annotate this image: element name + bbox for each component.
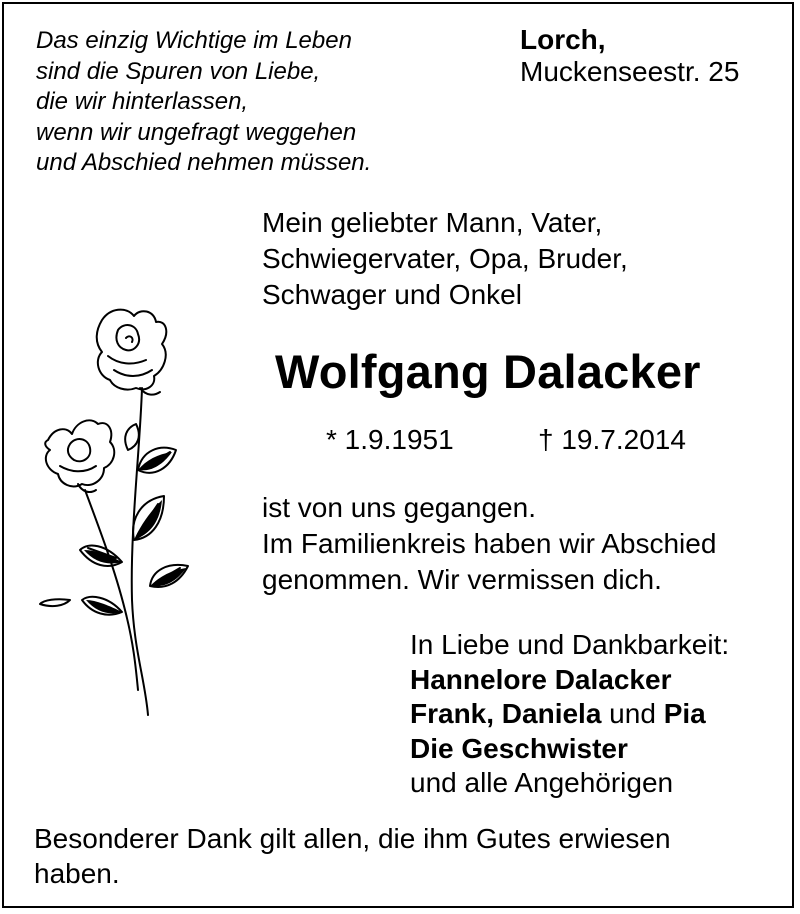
grandchild-name: Pia [663, 698, 706, 729]
motto-quote [36, 26, 371, 179]
rose-icon [30, 300, 230, 720]
intro-line: Mein geliebter Mann, Vater, [262, 207, 603, 238]
intro-line: Schwager und Onkel [262, 279, 522, 310]
signature-relatives: und alle Angehörigen [410, 767, 674, 798]
motto-line: und Abschied nehmen müssen. [36, 149, 372, 176]
intro-text [262, 205, 628, 313]
children-conjunction: und [601, 698, 664, 729]
motto-line: wenn wir ungefragt weggehen [36, 118, 357, 146]
birth-date: * 1.9.1951 [326, 424, 454, 455]
children-names: Frank, Daniela [410, 698, 602, 729]
intro-line: Schwiegervater, Opa, Bruder, [262, 243, 628, 274]
location-street: Muckenseestr. 25 [520, 56, 740, 87]
signature-spouse: Hannelore Dalacker [410, 663, 672, 695]
motto-line: Das einzig Wichtige im Leben [36, 27, 352, 54]
thanks-line: haben. [34, 857, 120, 889]
signature-closing: In Liebe und Dankbarkeit: [410, 629, 730, 660]
message-line: ist von uns gegangen. [262, 492, 536, 523]
location-block [520, 24, 739, 88]
thanks-line: Besonderer Dank gilt allen, die ihm Gutes erwiesen [34, 823, 671, 854]
signature-block [410, 628, 729, 801]
motto-line: sind die Spuren von Liebe, [36, 57, 321, 85]
message-line: Im Familienkreis haben wir Abschied [262, 528, 717, 559]
message-text [262, 490, 716, 598]
message-line: genommen. Wir vermissen dich. [262, 564, 662, 595]
motto-line: die wir hinterlassen, [36, 88, 249, 115]
death-date: † 19.7.2014 [538, 424, 686, 455]
signature-siblings: Die Geschwister [410, 732, 628, 764]
location-city: Lorch, [520, 24, 606, 55]
signature-children [410, 697, 729, 732]
thanks-text [34, 822, 671, 891]
deceased-name: Wolfgang Dalacker [275, 345, 701, 398]
